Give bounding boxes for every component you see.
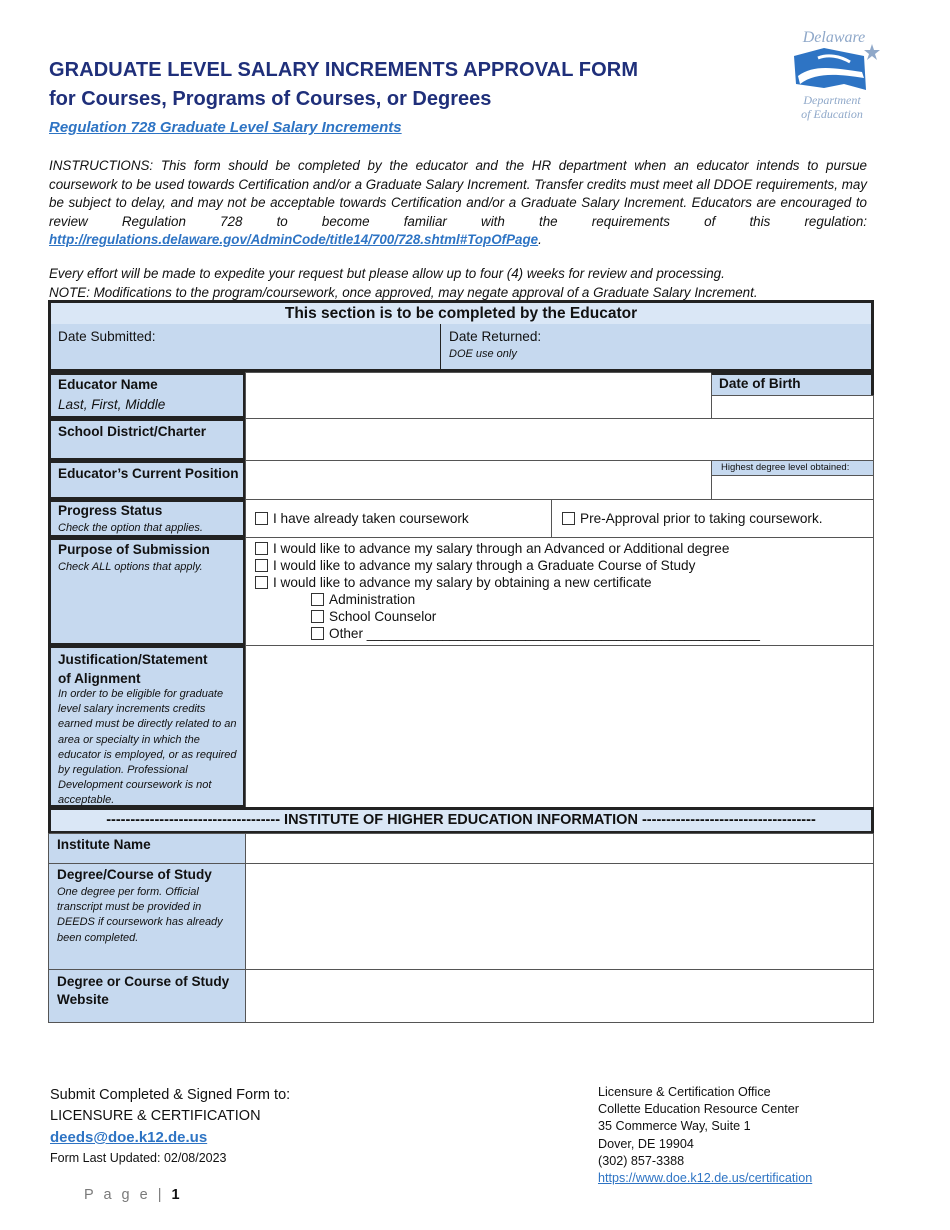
page-indicator: P a g e | 1 [84, 1187, 180, 1203]
purpose-label-cell [48, 537, 246, 646]
progress-status-hint: Check the option that applies. [58, 522, 203, 534]
website-label-line2: Website [57, 992, 109, 1007]
cert-counselor-checkbox[interactable] [311, 610, 324, 623]
progress-taken-label: I have already taken coursework [273, 511, 469, 526]
address-line-office: Licensure & Certification Office [598, 1085, 771, 1099]
instructions-text: INSTRUCTIONS: This form should be completed by the educator and the HR department when an educator intends to pursue coursework to be used towards Certification and/or a Graduate Salary Increment. Transfer credits must meet all DDOE requirements, may be subject to delay, and may not be acceptable towards Certification and/or a Graduate Salary Increment. Educators are encouraged to review Regulation 728 to become familiar with the requirements of this regulation: [49, 158, 867, 229]
logo-department-line: Department [803, 93, 861, 107]
degree-course-input[interactable] [245, 863, 874, 970]
educator-name-input[interactable] [245, 372, 712, 419]
office-line: LICENSURE & CERTIFICATION [50, 1108, 261, 1124]
delaware-doe-logo [784, 26, 884, 126]
modification-note: NOTE: Modifications to the program/coursework, once approved, may negate approval of a Graduate Salary Increment. [49, 285, 758, 300]
justification-hint: In order to be eligible for graduate level salary increments credits earned must be directly related to an area or specialty in which the educator is employed, or as required by regulation. Professional Development coursework is not acceptable. [58, 688, 237, 807]
highest-degree-input[interactable] [711, 475, 874, 500]
current-position-label-cell [48, 460, 246, 500]
purpose-certificate-checkbox[interactable] [255, 576, 268, 589]
processing-note: Every effort will be made to expedite your request but please allow up to four (4) weeks for review and processing. [49, 266, 725, 281]
website-label-cell [48, 969, 246, 1023]
purpose-graduate-label: I would like to advance my salary through a Graduate Course of Study [273, 558, 696, 573]
educator-name-label: Educator Name [58, 377, 158, 392]
progress-taken-checkbox[interactable] [255, 512, 268, 525]
justification-label-cell [48, 645, 246, 808]
website-input[interactable] [245, 969, 874, 1023]
dob-label-cell [711, 372, 874, 396]
purpose-certificate-label: I would like to advance my salary by obtaining a new certificate [273, 575, 652, 590]
date-submitted-label: Date Submitted: [58, 329, 156, 344]
degree-course-label-cell [48, 863, 246, 970]
regulation-url[interactable]: http://regulations.delaware.gov/AdminCode/title14/700/728.shtml#TopOfPage [49, 232, 539, 247]
cert-other-label: Other ____________________________________________________ [329, 626, 760, 641]
form-title: GRADUATE LEVEL SALARY INCREMENTS APPROVAL FORM [49, 59, 639, 81]
instructions [49, 157, 867, 250]
cert-administration-label: Administration [329, 592, 416, 607]
submission-email-link[interactable]: deeds@doe.k12.de.us [50, 1129, 208, 1146]
cert-other[interactable] [311, 626, 760, 641]
educator-name-label-cell [48, 372, 246, 419]
address-line-center: Collette Education Resource Center [598, 1102, 799, 1117]
dob-label: Date of Birth [719, 376, 801, 391]
cert-counselor-label: School Counselor [329, 609, 437, 624]
degree-course-label: Degree/Course of Study [57, 867, 212, 882]
school-district-label: School District/Charter [58, 424, 207, 439]
highest-degree-label: Highest degree level obtained: [721, 462, 850, 473]
certification-website-link[interactable]: https://www.doe.k12.de.us/certification [598, 1171, 813, 1186]
cert-school-counselor[interactable] [311, 609, 436, 624]
logo-education-line: of Education [801, 107, 863, 121]
instructions-suffix: . [538, 232, 542, 247]
progress-preapproval-label: Pre-Approval prior to taking coursework. [580, 511, 823, 526]
form-updated-date: Form Last Updated: 02/08/2023 [50, 1151, 227, 1165]
logo-state-name: Delaware [802, 29, 866, 46]
submission-info [50, 1085, 290, 1169]
school-district-input[interactable] [245, 418, 874, 461]
form-subtitle: for Courses, Programs of Courses, or Degrees [49, 88, 492, 110]
purpose-advanced-degree[interactable] [255, 541, 729, 556]
degree-course-hint: One degree per form. Official transcript must be provided in DEEDS if coursework has already been completed. [57, 886, 223, 944]
website-label-line1: Degree or Course of Study [57, 974, 230, 989]
ihe-section-header: ------------------------------------ INSTITUTE OF HIGHER EDUCATION INFORMATION ------------------------------------ [48, 807, 874, 834]
institute-name-label: Institute Name [57, 837, 151, 852]
page-label: P a g e [84, 1187, 151, 1203]
progress-preapproval-checkbox[interactable] [562, 512, 575, 525]
cert-administration-checkbox[interactable] [311, 593, 324, 606]
institute-name-input[interactable] [245, 833, 874, 864]
website-label [57, 973, 229, 1009]
cert-other-checkbox[interactable] [311, 627, 324, 640]
office-phone: (302) 857-3388 [598, 1153, 685, 1168]
current-position-input[interactable] [245, 460, 712, 500]
regulation-link[interactable]: Regulation 728 Graduate Level Salary Increments [49, 119, 402, 136]
purpose-advanced-label: I would like to advance my salary through an Advanced or Additional degree [273, 541, 730, 556]
justification-label [58, 650, 208, 688]
purpose-new-certificate[interactable] [255, 575, 652, 590]
justification-label-line2: of Alignment [58, 671, 141, 686]
educator-name-hint: Last, First, Middle [58, 397, 166, 412]
cert-administration[interactable] [311, 592, 415, 607]
institute-name-label-cell [48, 833, 246, 864]
highest-degree-label-cell [711, 460, 874, 476]
submit-line: Submit Completed & Signed Form to: [50, 1087, 291, 1103]
purpose-graduate-course[interactable] [255, 558, 695, 573]
address-line-city: Dover, DE 19904 [598, 1136, 694, 1151]
address-line-street: 35 Commerce Way, Suite 1 [598, 1119, 751, 1134]
approval-form [48, 300, 874, 1023]
date-returned-label: Date Returned: [449, 329, 542, 344]
date-submitted-field[interactable] [48, 324, 443, 372]
office-address [598, 1084, 812, 1187]
educator-section-header: This section is to be completed by the Educator [48, 300, 874, 327]
progress-option-taken[interactable] [245, 499, 552, 538]
page-number: 1 [171, 1187, 180, 1203]
purpose-label: Purpose of Submission [58, 542, 210, 557]
date-returned-note: DOE use only [449, 348, 517, 360]
progress-status-label: Progress Status [58, 503, 163, 518]
date-returned-field [440, 324, 874, 372]
progress-status-label-cell [48, 499, 246, 538]
current-position-label: Educator’s Current Position [58, 466, 239, 481]
purpose-hint: Check ALL options that apply. [58, 561, 203, 573]
justification-input[interactable] [245, 645, 874, 808]
purpose-graduate-checkbox[interactable] [255, 559, 268, 572]
purpose-options [245, 537, 874, 646]
justification-label-line1: Justification/Statement [58, 652, 208, 667]
dob-input[interactable] [711, 395, 874, 419]
school-district-label-cell [48, 418, 246, 461]
progress-option-preapproval[interactable] [551, 499, 874, 538]
purpose-advanced-checkbox[interactable] [255, 542, 268, 555]
